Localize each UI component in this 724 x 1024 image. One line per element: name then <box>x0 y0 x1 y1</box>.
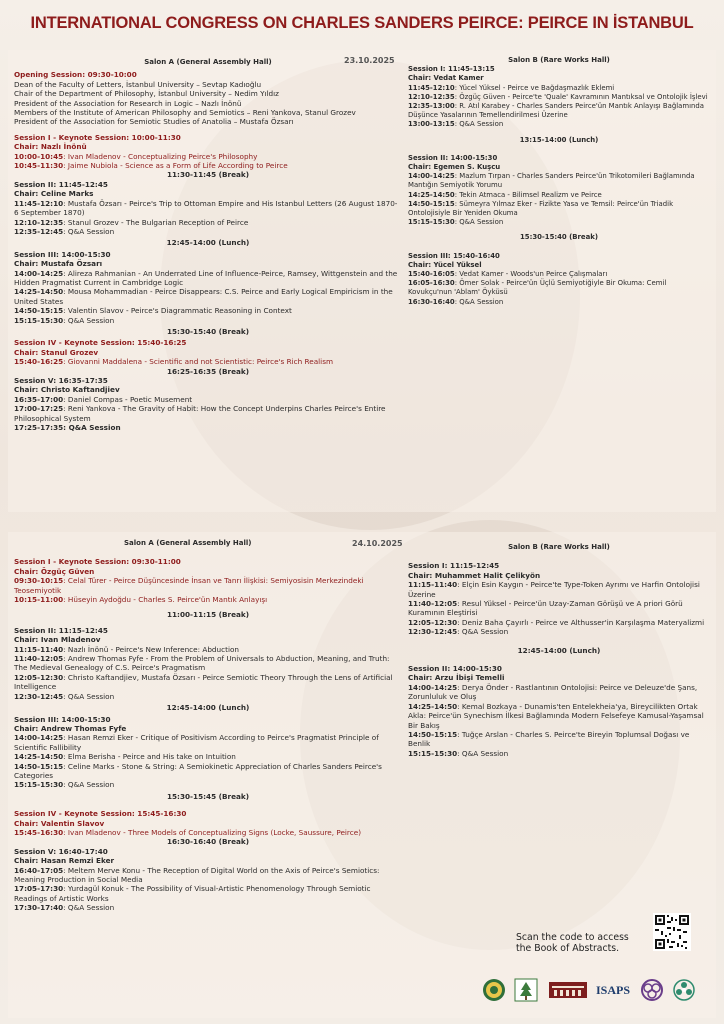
talk-title: : Q&A Session <box>63 691 115 701</box>
talk-title: : Resul Yüksel - Peirce'ün Uzay-Zaman Görüşü ve A priori Görü Kuramının Eleştirisi <box>408 599 683 618</box>
talk <box>14 199 402 218</box>
talk-time: 14:50-15:15 <box>408 199 455 208</box>
talk <box>14 733 402 752</box>
talk-time: 17:30-17:40 <box>14 903 64 913</box>
talk <box>14 884 402 903</box>
talk <box>408 270 710 279</box>
talk-time: 10:45-11:30 <box>14 161 64 171</box>
talk-title: : Kemal Bozkaya - Dunamis'ten Entelekheia'ya, Bireycilikten Ortak Akla: Peirce'ün Synechism İlkesi Bağlamında Modern Felsefeye Kamusal-Yaşamsal Bir Bakış <box>408 701 704 730</box>
talk <box>408 279 710 297</box>
session-chair: Chair: Özgüç Güven <box>14 566 95 576</box>
break-label: 16:25-16:35 (Break) <box>166 366 250 376</box>
break-label: 15:30-15:40 (Break) <box>520 233 598 242</box>
session-title: Session I - Keynote Session: 10:00-11:30 <box>14 132 181 142</box>
talk-time: 15:15-15:30 <box>408 218 455 227</box>
talk-title: : Özgüç Güven - Peirce'te 'Quale' Kavramının Mantıksal ve Ontolojik İşlevi <box>454 92 708 101</box>
talk-time: 10:00-10:45 <box>14 151 64 161</box>
talk-time: 15:15-15:30 <box>14 315 64 325</box>
session-chair: Chair: Arzu İbişi Temelli <box>408 673 505 683</box>
talk-title: : Q&A Session <box>454 297 504 306</box>
talk <box>408 93 710 102</box>
talk-title: : Tekin Atmaca - Bilimsel Realizm ve Peirce <box>454 190 602 199</box>
talk-title: : Stanul Grozev - The Bulgarian Reception of Peirce <box>63 217 249 227</box>
talk-time: 12:35-13:00 <box>408 102 455 111</box>
talk-time: 14:25-14:50 <box>408 701 458 711</box>
talk <box>408 580 710 599</box>
talk-time: 14:25-14:50 <box>14 752 64 762</box>
talk-title: : Mustafa Özsarı - Peirce's Trip to Ottoman Empire and His Istanbul Letters (26 August 1870-6 September 1870) <box>14 198 398 218</box>
salon-b-header: Salon B (Rare Works Hall) <box>508 56 610 64</box>
talk-title: : Q&A Session <box>63 780 115 790</box>
talk-time: 16:30-16:40 <box>408 297 455 306</box>
session-title: Session V: 16:35-17:35 <box>14 376 108 385</box>
talk-time: 10:15-11:00 <box>14 595 64 605</box>
semiotic-flower-icon <box>672 978 696 1002</box>
talk-time: 11:40-12:05 <box>408 599 458 609</box>
talk-title: : Jaime Nubiola - Science as a Form of Life According to Peirce <box>63 161 288 171</box>
talk-title: : R. Atıl Karabey - Charles Sanders Peirce'ün Mantık Anlayışı Bağlamında Düşünce Yasalarının Temellendirilmesi Üzerine <box>408 102 704 120</box>
talk-time: 13:00-13:15 <box>408 120 455 129</box>
session-chair: Chair: Valentin Slavov <box>14 818 105 828</box>
talk-title: : Nazlı İnönü - Peirce's New Inference: Abduction <box>63 644 240 654</box>
talk-time: 11:15-11:40 <box>14 644 64 654</box>
session-chair: Chair: Egemen S. Kuşcu <box>408 163 501 172</box>
session-chair: Chair: Muhammet Halit Çelikyön <box>408 570 541 580</box>
talk-time: 12:30-12:45 <box>14 691 64 701</box>
session-title: Session III: 15:40-16:40 <box>408 251 500 260</box>
talk-time: 15:15-15:30 <box>14 780 64 790</box>
session-chair: Chair: Yücel Yüksel <box>408 260 482 269</box>
talk <box>14 423 402 432</box>
talk <box>408 599 710 618</box>
talk-title: : Q&A Session <box>63 315 115 325</box>
session-title: Session IV - Keynote Session: 15:40-16:25 <box>14 338 187 348</box>
day1-date: 23.10.2025 <box>344 56 395 65</box>
day2-date: 24.10.2025 <box>352 539 403 548</box>
talk-title: : Deniz Baha Çayırlı - Peirce ve Althusser'in Karşılaşma Materyalizmi <box>457 617 705 627</box>
talk-title: : Q&A Session <box>63 226 115 236</box>
salon-a-header: Salon A (General Assembly Hall) <box>124 539 252 547</box>
lunch-label: 12:45-14:00 (Lunch) <box>517 645 601 655</box>
talk-time: 15:45-16:30 <box>14 827 64 837</box>
talk <box>14 152 402 161</box>
talk-title: : Hüseyin Aydoğdu - Charles S. Peirce'ün Mantık Anlayışı <box>63 595 268 605</box>
talk <box>408 618 710 627</box>
talk-time: 17:25-17:35 <box>14 423 64 433</box>
scan-line: the Book of Abstracts. <box>516 943 620 954</box>
talk <box>14 654 402 673</box>
talk <box>14 866 402 885</box>
talk <box>408 84 710 93</box>
break-label: 11:00-11:15 (Break) <box>166 610 250 620</box>
talk-time: 16:35-17:00 <box>14 394 64 404</box>
session-chair: Chair: Hasan Remzi Eker <box>14 856 115 866</box>
talk-time: 11:15-11:40 <box>408 580 458 590</box>
session-title: Session II: 14:00-15:30 <box>408 153 498 162</box>
talk-title: : Christo Kaftandjiev, Mustafa Özsarı - Peirce Semiotic Theory Through the Lens of Artificial Intelligence <box>14 672 393 692</box>
talk-title: : Q&A Session <box>457 627 509 637</box>
talk-title: : Q&A Session <box>454 218 504 227</box>
day2-salon-a <box>14 539 402 913</box>
talk-time: 14:50-15:15 <box>408 729 458 739</box>
talk-title: : Ivan Mladenov - Three Models of Conceptualizing Signs (Locke, Saussure, Peirce) <box>63 827 362 837</box>
talk-time: 14:00-14:25 <box>408 682 458 692</box>
opening-session-title: Opening Session: 09:30-10:00 <box>14 70 137 80</box>
talk-title: : Daniel Compas - Poetic Musement <box>63 394 193 404</box>
talk <box>408 683 710 702</box>
talk-title: : Yücel Yüksel - Peirce ve Bağdaşmazlık Eklemi <box>454 83 615 92</box>
opening-line: President of the Association for Semiotic Studies of Anatolia – Mustafa Özsarı <box>14 117 294 127</box>
talk-time: 09:30-10:15 <box>14 576 64 586</box>
session-title: Session III: 14:00-15:30 <box>14 714 111 724</box>
break-label: 16:30-16:40 (Break) <box>166 837 250 847</box>
session-title: Session I - Keynote Session: 09:30-11:00 <box>14 557 181 567</box>
talk-title: : Q&A Session <box>457 748 509 758</box>
talk-title: : Ömer Solak - Peirce'ün Üçlü Semiyotiğiyle Bir Okuma: Cemil Kovukçu'nun 'Ablam' Öyküsü <box>408 279 667 297</box>
talk-time: 12:10-12:35 <box>408 92 455 101</box>
talk <box>408 298 710 307</box>
talk <box>408 730 710 749</box>
talk <box>408 627 710 636</box>
talk <box>408 102 710 120</box>
talk <box>14 404 402 423</box>
opening-line: Dean of the Faculty of Letters, İstanbul University – Sevtap Kadıoğlu <box>14 79 262 89</box>
talk-title: : Mazlum Tırpan - Charles Sanders Peirce'ün Trikotomileri Bağlamında Mantığın Semiyotik Yorumu <box>408 172 695 190</box>
session-title: Session I: 11:45-13:15 <box>408 65 495 74</box>
talk-time: 14:25-14:50 <box>14 287 64 297</box>
session-chair: Chair: Celine Marks <box>14 189 94 199</box>
talk-time: 12:05-12:30 <box>408 617 458 627</box>
talk-time: 11:45-12:10 <box>14 198 64 208</box>
talk <box>14 218 402 227</box>
scan-line: Scan the code to access <box>516 932 629 943</box>
talk <box>14 227 402 236</box>
talk <box>14 161 402 170</box>
day1-salon-b <box>408 56 710 307</box>
talk-time: 15:40-16:05 <box>408 270 455 279</box>
talk-time: 15:40-16:25 <box>14 357 64 367</box>
talk <box>14 903 402 912</box>
talk-time: 16:40-17:05 <box>14 865 64 875</box>
talk-title: : Celine Marks - Stone & String: A Semiokinetic Appreciation of Charles Sanders Peirce's Categories <box>14 761 382 780</box>
talk-time: 14:00-14:25 <box>14 733 64 743</box>
lunch-label: 12:45-14:00 (Lunch) <box>166 703 250 713</box>
philosophy-tree-icon <box>514 978 538 1002</box>
break-label: 11:30-11:45 (Break) <box>166 170 250 180</box>
talk-time: 11:45-12:10 <box>408 83 455 92</box>
talk <box>14 395 402 404</box>
salon-b-header: Salon B (Rare Works Hall) <box>508 543 610 551</box>
talk <box>14 595 402 604</box>
talk <box>14 780 402 789</box>
isaps-logo: ISAPS <box>596 983 631 997</box>
qr-code-icon[interactable] <box>653 913 691 951</box>
talk-time: 15:15-15:30 <box>408 748 458 758</box>
talk-time: 11:40-12:05 <box>14 654 64 664</box>
session-title: Session II: 11:15-12:45 <box>14 625 108 635</box>
talk-time: 12:05-12:30 <box>14 672 64 682</box>
talk-title: : Celal Türer - Peirce Düşüncesinde İnsan ve Tanrı İlişkisi: Semiyosisin Merkezindeki Teosemiyotik <box>14 576 364 595</box>
university-seal-icon <box>482 978 506 1002</box>
session-chair: Chair: Christo Kaftandjiev <box>14 385 120 395</box>
talk <box>408 702 710 730</box>
talk <box>408 749 710 758</box>
talk-time: 17:00-17:25 <box>14 404 64 414</box>
day2-salon-b <box>408 543 710 758</box>
session-chair: Chair: Nazlı İnönü <box>14 142 87 152</box>
opening-line: Members of the Institute of American Philosophy and Semiotics – Reni Yankova, Stanul Grozev <box>14 108 356 118</box>
talk <box>408 218 710 227</box>
talk <box>14 645 402 654</box>
opening-line: Chair of the Department of Philosophy, İstanbul University – Nedim Yıldız <box>14 89 279 99</box>
talk <box>14 828 402 837</box>
session-title: Session IV - Keynote Session: 15:45-16:30 <box>14 809 187 819</box>
talk-time: 14:00-14:25 <box>14 268 64 278</box>
session-title: Session V: 16:40-17:40 <box>14 846 108 856</box>
talk-time: 12:35-12:45 <box>14 226 64 236</box>
talk-title: : Vedat Kamer - Woods'un Peirce Çalışmaları <box>454 270 608 279</box>
session-title: Session II: 14:00-15:30 <box>408 664 502 674</box>
lunch-label: 12:45-14:00 (Lunch) <box>166 238 250 248</box>
lunch-label: 13:15-14:00 (Lunch) <box>519 135 599 144</box>
talk-title: : Elma Berisha - Peirce and His take on Intuition <box>63 752 236 762</box>
talk-title: : Mousa Mohammadian - Peirce Disappears: C.S. Peirce and Early Logical Empiricism in the United States <box>14 287 393 306</box>
talk-title: : Alireza Rahmanian - An Underrated Line of Influence-Peirce, Ramsey, Wittgenstein and the Hidden Pragmatist Current in Cambridge Logic <box>14 268 398 287</box>
session-chair: Chair: Andrew Thomas Fyfe <box>14 723 127 733</box>
talk-title: : Q&A Session <box>63 903 115 913</box>
session-title: Session I: 11:15-12:45 <box>408 561 500 571</box>
talk-time: 12:10-12:35 <box>14 217 64 227</box>
talk <box>14 576 402 595</box>
talk-title: : Q&A Session <box>454 120 504 129</box>
talk <box>14 752 402 761</box>
session-title: Session II: 11:45-12:45 <box>14 179 108 189</box>
session-chair: Chair: Vedat Kamer <box>408 74 484 83</box>
opening-line: President of the Association for Research in Logic – Nazlı İnönü <box>14 98 242 108</box>
scan-instructions <box>516 932 629 954</box>
talk-title: : Valentin Slavov - Peirce's Diagrammatic Reasoning in Context <box>63 306 292 316</box>
session-chair: Chair: Stanul Grozev <box>14 347 99 357</box>
page-title: INTERNATIONAL CONGRESS ON CHARLES SANDERS PEIRCE: PEIRCE IN İSTANBUL <box>30 14 694 32</box>
talk-title: : Giovanni Maddalena - Scientific and not Scientistic: Peirce's Rich Realism <box>63 357 334 367</box>
talk <box>408 200 710 218</box>
break-label: 15:30-15:40 (Break) <box>166 326 250 336</box>
talk-time: 16:05-16:30 <box>408 279 455 288</box>
talk-title: : Meltem Merve Konu - The Reception of Digital World on the Axis of Peirce's Semiotics: Meaning Production in Social Media <box>14 865 380 884</box>
session-title: Session III: 14:00-15:30 <box>14 249 111 259</box>
session-chair: Chair: Ivan Mladenov <box>14 635 101 645</box>
talk <box>14 287 402 306</box>
talk-title: : Ivan Mladenov - Conceptualizing Peirce's Philosophy <box>63 151 258 161</box>
talk <box>14 269 402 288</box>
talk-time: 14:00-14:25 <box>408 172 455 181</box>
talk-title: : Derya Önder - Rastlantının Ontolojisi: Peirce ve Deleuze'de Şans, Zorunluluk ve Oluş <box>408 682 698 702</box>
talk-title: : Tuğçe Arslan - Charles S. Peirce'te Bireyin Toplumsal Doğası ve Benlik <box>408 729 690 749</box>
break-label: 15:30-15:45 (Break) <box>166 791 250 801</box>
talk <box>14 316 402 325</box>
talk-time: 12:30-12:45 <box>408 627 458 637</box>
talk-time: 14:25-14:50 <box>408 190 455 199</box>
session-chair: Chair: Mustafa Özsarı <box>14 259 103 269</box>
talk-time: 17:05-17:30 <box>14 884 64 894</box>
talk <box>408 172 710 190</box>
knot-logo-icon <box>640 978 664 1002</box>
talk-title: : Sümeyra Yılmaz Eker - Fizikte Yasa ve Temsil: Peirce'ün Triadik Ontolojisiyle Bir Yeniden Okuma <box>408 199 674 218</box>
talk-title: : Hasan Remzi Eker - Critique of Positivism According to Peirce's Pragmatist Principle of Scientific Fallibility <box>14 733 379 752</box>
talk <box>408 191 710 200</box>
day1-salon-a <box>14 58 402 432</box>
talk-title: : Elçin Esin Kaygın - Peirce'te Type-Token Ayrımı ve Harfin Ontolojisi Üzerine <box>408 580 700 599</box>
talk-title: : Yurdagül Konuk - The Possibility of Visual-Artistic Phenomenology Through Semiotic Readings of Artistic Works <box>14 884 371 903</box>
talk <box>14 762 402 781</box>
salon-a-header: Salon A (General Assembly Hall) <box>144 58 272 66</box>
talk <box>14 357 402 366</box>
talk <box>14 306 402 315</box>
talk <box>408 120 710 129</box>
talk <box>14 692 402 701</box>
talk-title: : Andrew Thomas Fyfe - From the Problem of Universals to Abduction, Meaning, and Truth: The Medieval Genealogy of C.S. Peirce's Pragmatism <box>14 654 390 673</box>
talk-title: : Reni Yankova - The Gravity of Habit: How the Concept Underpins Charles Peirce's Entire Philosophical System <box>14 404 386 423</box>
institute-building-icon <box>549 978 587 1002</box>
talk-title: : Q&A Session <box>63 423 121 433</box>
talk <box>14 673 402 692</box>
talk-time: 14:50-15:15 <box>14 306 64 316</box>
talk-time: 14:50-15:15 <box>14 761 64 771</box>
